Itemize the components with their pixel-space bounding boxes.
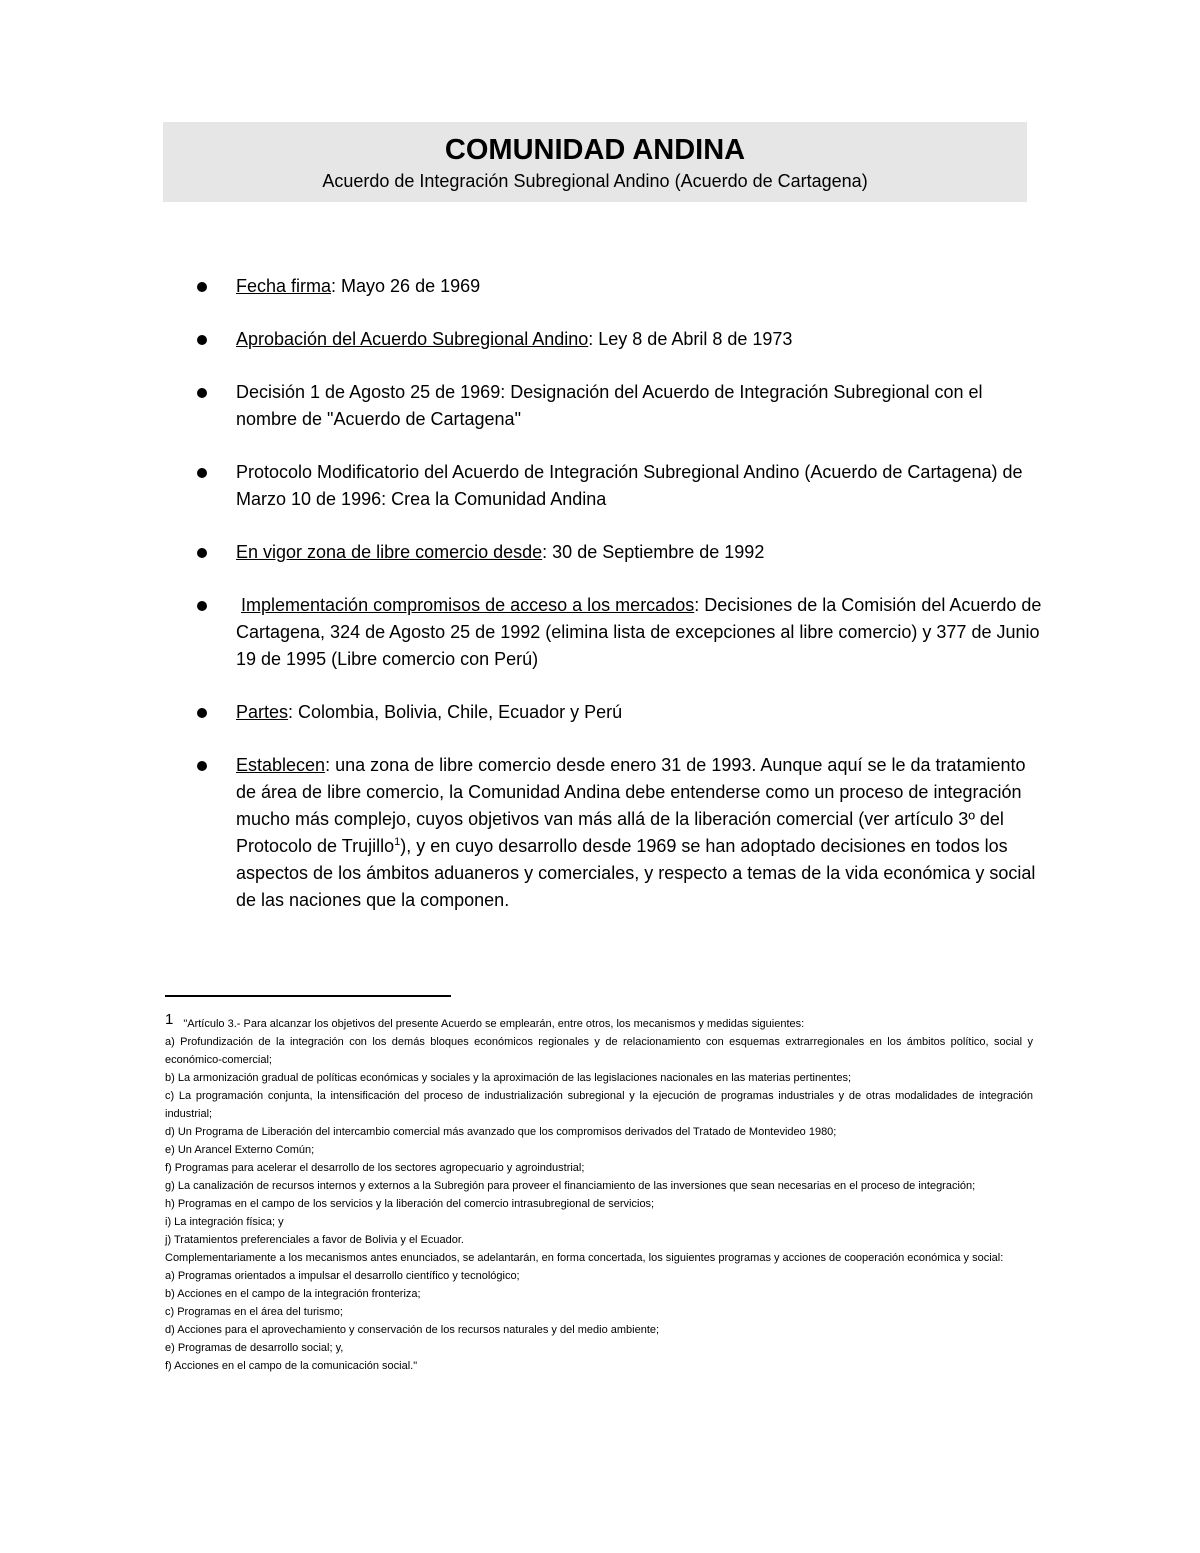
- item-label: Protocolo Modificatorio del Acuerdo de Integración Subregional Andino (Acuerdo de Cartagena) de Marzo 10 de 1996: [236, 462, 1023, 509]
- item-label: Fecha firma: [236, 276, 332, 296]
- footnote-line: c) Programas en el área del turismo;: [165, 1306, 343, 1318]
- footnote: [165, 1012, 1033, 1375]
- footnote-line: a) Programas orientados a impulsar el desarrollo científico y tecnológico;: [165, 1270, 520, 1282]
- item-text: : Crea la Comunidad Andina: [381, 489, 607, 509]
- item-text: : una zona de libre comercio desde enero 31 de 1993. Aunque aquí se le da tratamiento de área de libre comercio, la Comunidad Andina debe entenderse como un proceso de integración mucho más complejo, cuyos objetivos van más allá de la liberación comercial (ver artículo 3º del Protocolo de Trujillo: [236, 755, 1026, 856]
- list-item-aprobacion: [196, 326, 1046, 353]
- item-label: En vigor zona de libre comercio desde: [236, 542, 543, 562]
- bullet-icon: [197, 335, 207, 345]
- item-text: : Decisiones de la Comisión del Acuerdo de Cartagena, 324 de Agosto 25 de 1992 (elimina lista de excepciones al libre comercio) y 377 de Junio 19 de 1995 (Libre comercio con Perú): [236, 595, 1042, 669]
- footnote-line: e) Programas de desarrollo social; y,: [165, 1342, 344, 1354]
- bullet-icon: [197, 468, 207, 478]
- footnote-line: g) La canalización de recursos internos y externos a la Subregión para proveer el financiamiento de las inversiones que sean necesarias en el proceso de integración;: [165, 1180, 976, 1192]
- bullet-icon: [197, 708, 207, 718]
- item-text: : Ley 8 de Abril 8 de 1973: [588, 329, 793, 349]
- footnote-separator: [165, 995, 451, 997]
- list-item-en-vigor: [196, 539, 1046, 566]
- footnote-number: 1: [165, 1011, 174, 1028]
- footnote-line: "Artículo 3.- Para alcanzar los objetivos del presente Acuerdo se emplearán, entre otros, los mecanismos y medidas siguientes:: [183, 1018, 805, 1030]
- item-label: Partes: [236, 702, 289, 722]
- document-title: COMUNIDAD ANDINA: [444, 134, 746, 166]
- footnote-line: d) Un Programa de Liberación del intercambio comercial más avanzado que los compromisos derivados del Tratado de Montevideo 1980;: [165, 1126, 837, 1138]
- footnote-line: b) La armonización gradual de políticas económicas y sociales y la aproximación de las legislaciones nacionales en las materias pertinentes;: [165, 1072, 852, 1084]
- footnote-line: Complementariamente a los mecanismos antes enunciados, se adelantarán, en forma concertada, los siguientes programas y acciones de cooperación económica y social:: [165, 1252, 1004, 1264]
- document-subtitle: Acuerdo de Integración Subregional Andino (Acuerdo de Cartagena): [322, 171, 868, 191]
- list-item-protocolo: [196, 459, 1046, 513]
- list-item-implementacion: [196, 592, 1046, 673]
- footnote-line: d) Acciones para el aprovechamiento y conservación de los recursos naturales y del medio ambiente;: [165, 1324, 660, 1336]
- document-header: [163, 122, 1027, 202]
- footnote-line: e) Un Arancel Externo Común;: [165, 1144, 315, 1156]
- bullet-icon: [197, 282, 207, 292]
- item-text-continued: ), y en cuyo desarrollo desde 1969 se han adoptado decisiones en todos los aspectos de los ámbitos aduaneros y comerciales, y respecto a temas de la vida económica y social de las naciones que la componen.: [236, 836, 1036, 910]
- item-label: Implementación compromisos de acceso a los mercados: [241, 595, 695, 615]
- item-text: : 30 de Septiembre de 1992: [542, 542, 765, 562]
- item-text: : Mayo 26 de 1969: [331, 276, 481, 296]
- footnote-line: h) Programas en el campo de los servicios y la liberación del comercio intrasubregional de servicios;: [165, 1198, 655, 1210]
- footnote-line: i) La integración física; y: [165, 1216, 284, 1228]
- footnote-line: j) Tratamientos preferenciales a favor de Bolivia y el Ecuador.: [165, 1234, 464, 1246]
- item-label: Aprobación del Acuerdo Subregional Andino: [236, 329, 589, 349]
- list-item-decision-1: [196, 379, 1046, 433]
- bullet-icon: [197, 548, 207, 558]
- item-label: Establecen: [236, 755, 326, 775]
- bullet-icon: [197, 388, 207, 398]
- footnote-line: f) Acciones en el campo de la comunicación social.": [165, 1360, 418, 1372]
- footnote-reference[interactable]: 1: [394, 836, 401, 848]
- bullet-icon: [197, 761, 207, 771]
- list-item-establecen: [196, 752, 1046, 914]
- footnote-line: f) Programas para acelerar el desarrollo de los sectores agropecuario y agroindustrial;: [165, 1162, 585, 1174]
- list-item-fecha-firma: [196, 273, 1046, 300]
- item-text: : Designación del Acuerdo de Integración Subregional con el nombre de "Acuerdo de Cartagena": [236, 382, 983, 429]
- item-label: Decisión 1 de Agosto 25 de 1969: [236, 382, 501, 402]
- footnote-line: b) Acciones en el campo de la integración fronteriza;: [165, 1288, 421, 1300]
- footnote-line: c) La programación conjunta, la intensificación del proceso de industrialización subregional y la ejecución de programas industriales y de otras modalidades de integración industrial;: [165, 1090, 1033, 1120]
- bullet-list: [196, 273, 1046, 940]
- list-item-partes: [196, 699, 1046, 726]
- item-text: : Colombia, Bolivia, Chile, Ecuador y Perú: [288, 702, 623, 722]
- bullet-icon: [197, 601, 207, 611]
- footnote-line: a) Profundización de la integración con los demás bloques económicos regionales y de relacionamiento con esquemas extrarregionales en los ámbitos político, social y económico-comercial;: [165, 1036, 1033, 1066]
